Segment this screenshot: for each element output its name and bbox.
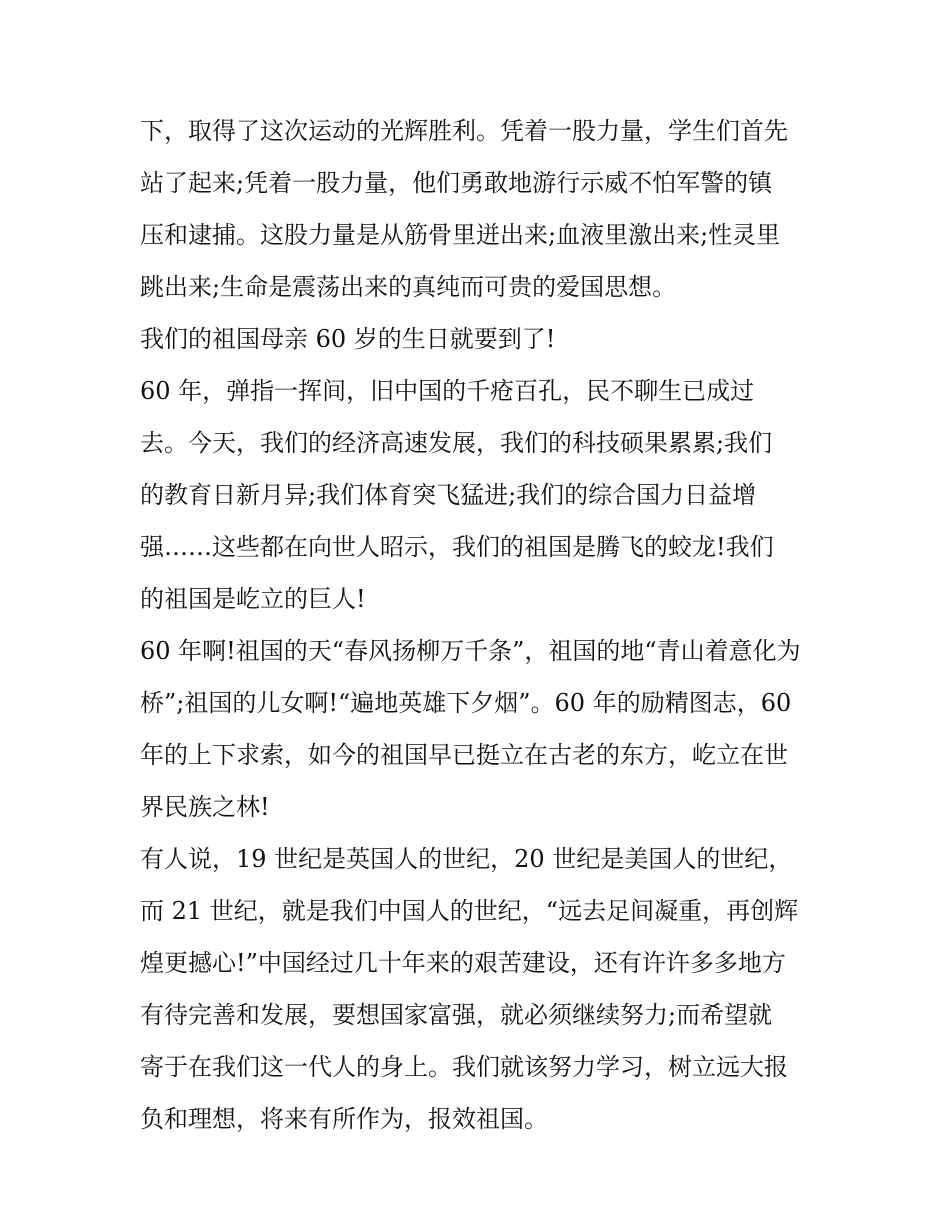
text-line: 下，取得了这次运动的光辉胜利。凭着一股力量，学生们首先 xyxy=(140,117,788,145)
text-line: 有人说，19 世纪是英国人的世纪，20 世纪是美国人的世纪， xyxy=(140,845,793,873)
text-line: 站了起来;凭着一股力量，他们勇敢地游行示威不怕军警的镇 xyxy=(140,169,773,197)
text-line: 年的上下求索，如今的祖国早已挺立在古老的东方，屹立在世 xyxy=(140,741,788,769)
text-line: 负和理想，将来有所作为，报效祖国。 xyxy=(140,1105,548,1133)
text-line: 去。今天，我们的经济高速发展，我们的科技硕果累累;我们 xyxy=(140,429,773,457)
text-line: 我们的祖国母亲 60 岁的生日就要到了! xyxy=(140,325,556,353)
text-line: 煌更撼心!”中国经过几十年来的艰苦建设，还有许许多多地方 xyxy=(140,949,786,977)
text-line: 的教育日新月异;我们体育突飞猛进;我们的综合国力日益增 xyxy=(140,481,757,509)
text-line: 桥”;祖国的儿女啊!“遍地英雄下夕烟”。60 年的励精图志，60 xyxy=(140,689,792,717)
text-line: 有待完善和发展，要想国家富强，就必须继续努力;而希望就 xyxy=(140,1001,773,1029)
text-line: 而 21 世纪，就是我们中国人的世纪，“远去足间凝重，再创辉 xyxy=(140,897,799,925)
text-line: 跳出来;生命是震荡出来的真纯而可贵的爱国思想。 xyxy=(140,273,677,301)
text-line: 的祖国是屹立的巨人! xyxy=(140,585,366,613)
text-line: 寄于在我们这一代人的身上。我们就该努力学习，树立远大报 xyxy=(140,1053,788,1081)
text-line: 压和逮捕。这股力量是从筋骨里迸出来;血液里激出来;性灵里 xyxy=(140,221,781,249)
text-line: 60 年，弹指一挥间，旧中国的千疮百孔，民不聊生已成过 xyxy=(140,377,755,405)
text-line: 强……这些都在向世人昭示，我们的祖国是腾飞的蛟龙!我们 xyxy=(140,533,774,561)
text-line: 60 年啊!祖国的天“春风扬柳万千条”，祖国的地“青山着意化为 xyxy=(140,637,801,665)
text-line: 界民族之林! xyxy=(140,793,270,821)
body-text xyxy=(140,105,820,1145)
